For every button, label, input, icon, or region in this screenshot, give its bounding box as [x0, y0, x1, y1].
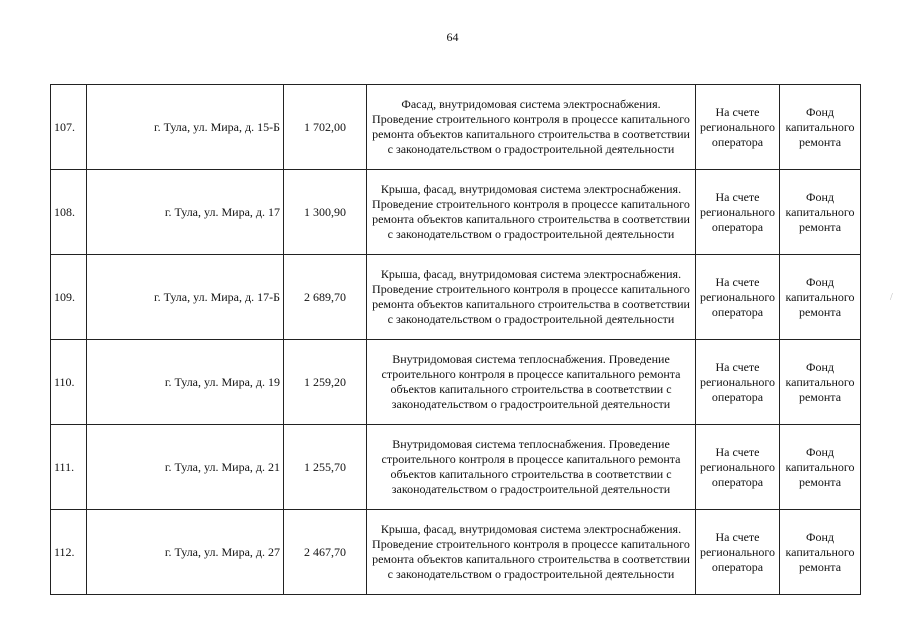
amount-cell: 1 255,70 [284, 425, 367, 510]
account-cell: На счете регионального оператора [696, 85, 780, 170]
repair-works-table [50, 84, 861, 595]
table-row [51, 340, 861, 425]
fund-cell: Фонд капитального ремонта [780, 85, 861, 170]
account-cell: На счете регионального оператора [696, 425, 780, 510]
address-cell: г. Тула, ул. Мира, д. 15-Б [87, 85, 284, 170]
table-row [51, 85, 861, 170]
address-cell: г. Тула, ул. Мира, д. 17-Б [87, 255, 284, 340]
address-cell: г. Тула, ул. Мира, д. 17 [87, 170, 284, 255]
page-number: 64 [446, 30, 459, 44]
address-cell: г. Тула, ул. Мира, д. 19 [87, 340, 284, 425]
amount-cell: 2 689,70 [284, 255, 367, 340]
amount-cell: 2 467,70 [284, 510, 367, 595]
scan-mark: / [890, 292, 893, 303]
amount-cell: 1 300,90 [284, 170, 367, 255]
description-cell: Внутридомовая система теплоснабжения. Проведение строительного контроля в процессе капитального ремонта объектов капитального строительства в соответствии с законодательством о градостроительной деятельности [367, 425, 696, 510]
fund-cell: Фонд капитального ремонта [780, 510, 861, 595]
amount-cell: 1 702,00 [284, 85, 367, 170]
row-number: 107. [51, 85, 87, 170]
table-row [51, 425, 861, 510]
description-cell: Крыша, фасад, внутридомовая система электроснабжения. Проведение строительного контроля в процессе капитального ремонта объектов капитального строительства в соответствии с законодательством о градостроительной деятельности [367, 255, 696, 340]
address-cell: г. Тула, ул. Мира, д. 27 [87, 510, 284, 595]
description-cell: Крыша, фасад, внутридомовая система электроснабжения. Проведение строительного контроля в процессе капитального ремонта объектов капитального строительства в соответствии с законодательством о градостроительной деятельности [367, 170, 696, 255]
amount-cell: 1 259,20 [284, 340, 367, 425]
row-number: 110. [51, 340, 87, 425]
table-row [51, 170, 861, 255]
fund-cell: Фонд капитального ремонта [780, 170, 861, 255]
table-row [51, 510, 861, 595]
description-cell: Фасад, внутридомовая система электроснабжения. Проведение строительного контроля в процессе капитального ремонта объектов капитального строительства в соответствии с законодательством о градостроительной деятельности [367, 85, 696, 170]
account-cell: На счете регионального оператора [696, 170, 780, 255]
fund-cell: Фонд капитального ремонта [780, 340, 861, 425]
fund-cell: Фонд капитального ремонта [780, 255, 861, 340]
table-row [51, 255, 861, 340]
account-cell: На счете регионального оператора [696, 510, 780, 595]
row-number: 111. [51, 425, 87, 510]
account-cell: На счете регионального оператора [696, 255, 780, 340]
row-number: 108. [51, 170, 87, 255]
address-cell: г. Тула, ул. Мира, д. 21 [87, 425, 284, 510]
account-cell: На счете регионального оператора [696, 340, 780, 425]
description-cell: Внутридомовая система теплоснабжения. Проведение строительного контроля в процессе капитального ремонта объектов капитального строительства в соответствии с законодательством о градостроительной деятельности [367, 340, 696, 425]
fund-cell: Фонд капитального ремонта [780, 425, 861, 510]
description-cell: Крыша, фасад, внутридомовая система электроснабжения. Проведение строительного контроля в процессе капитального ремонта объектов капитального строительства в соответствии с законодательством о градостроительной деятельности [367, 510, 696, 595]
row-number: 112. [51, 510, 87, 595]
row-number: 109. [51, 255, 87, 340]
